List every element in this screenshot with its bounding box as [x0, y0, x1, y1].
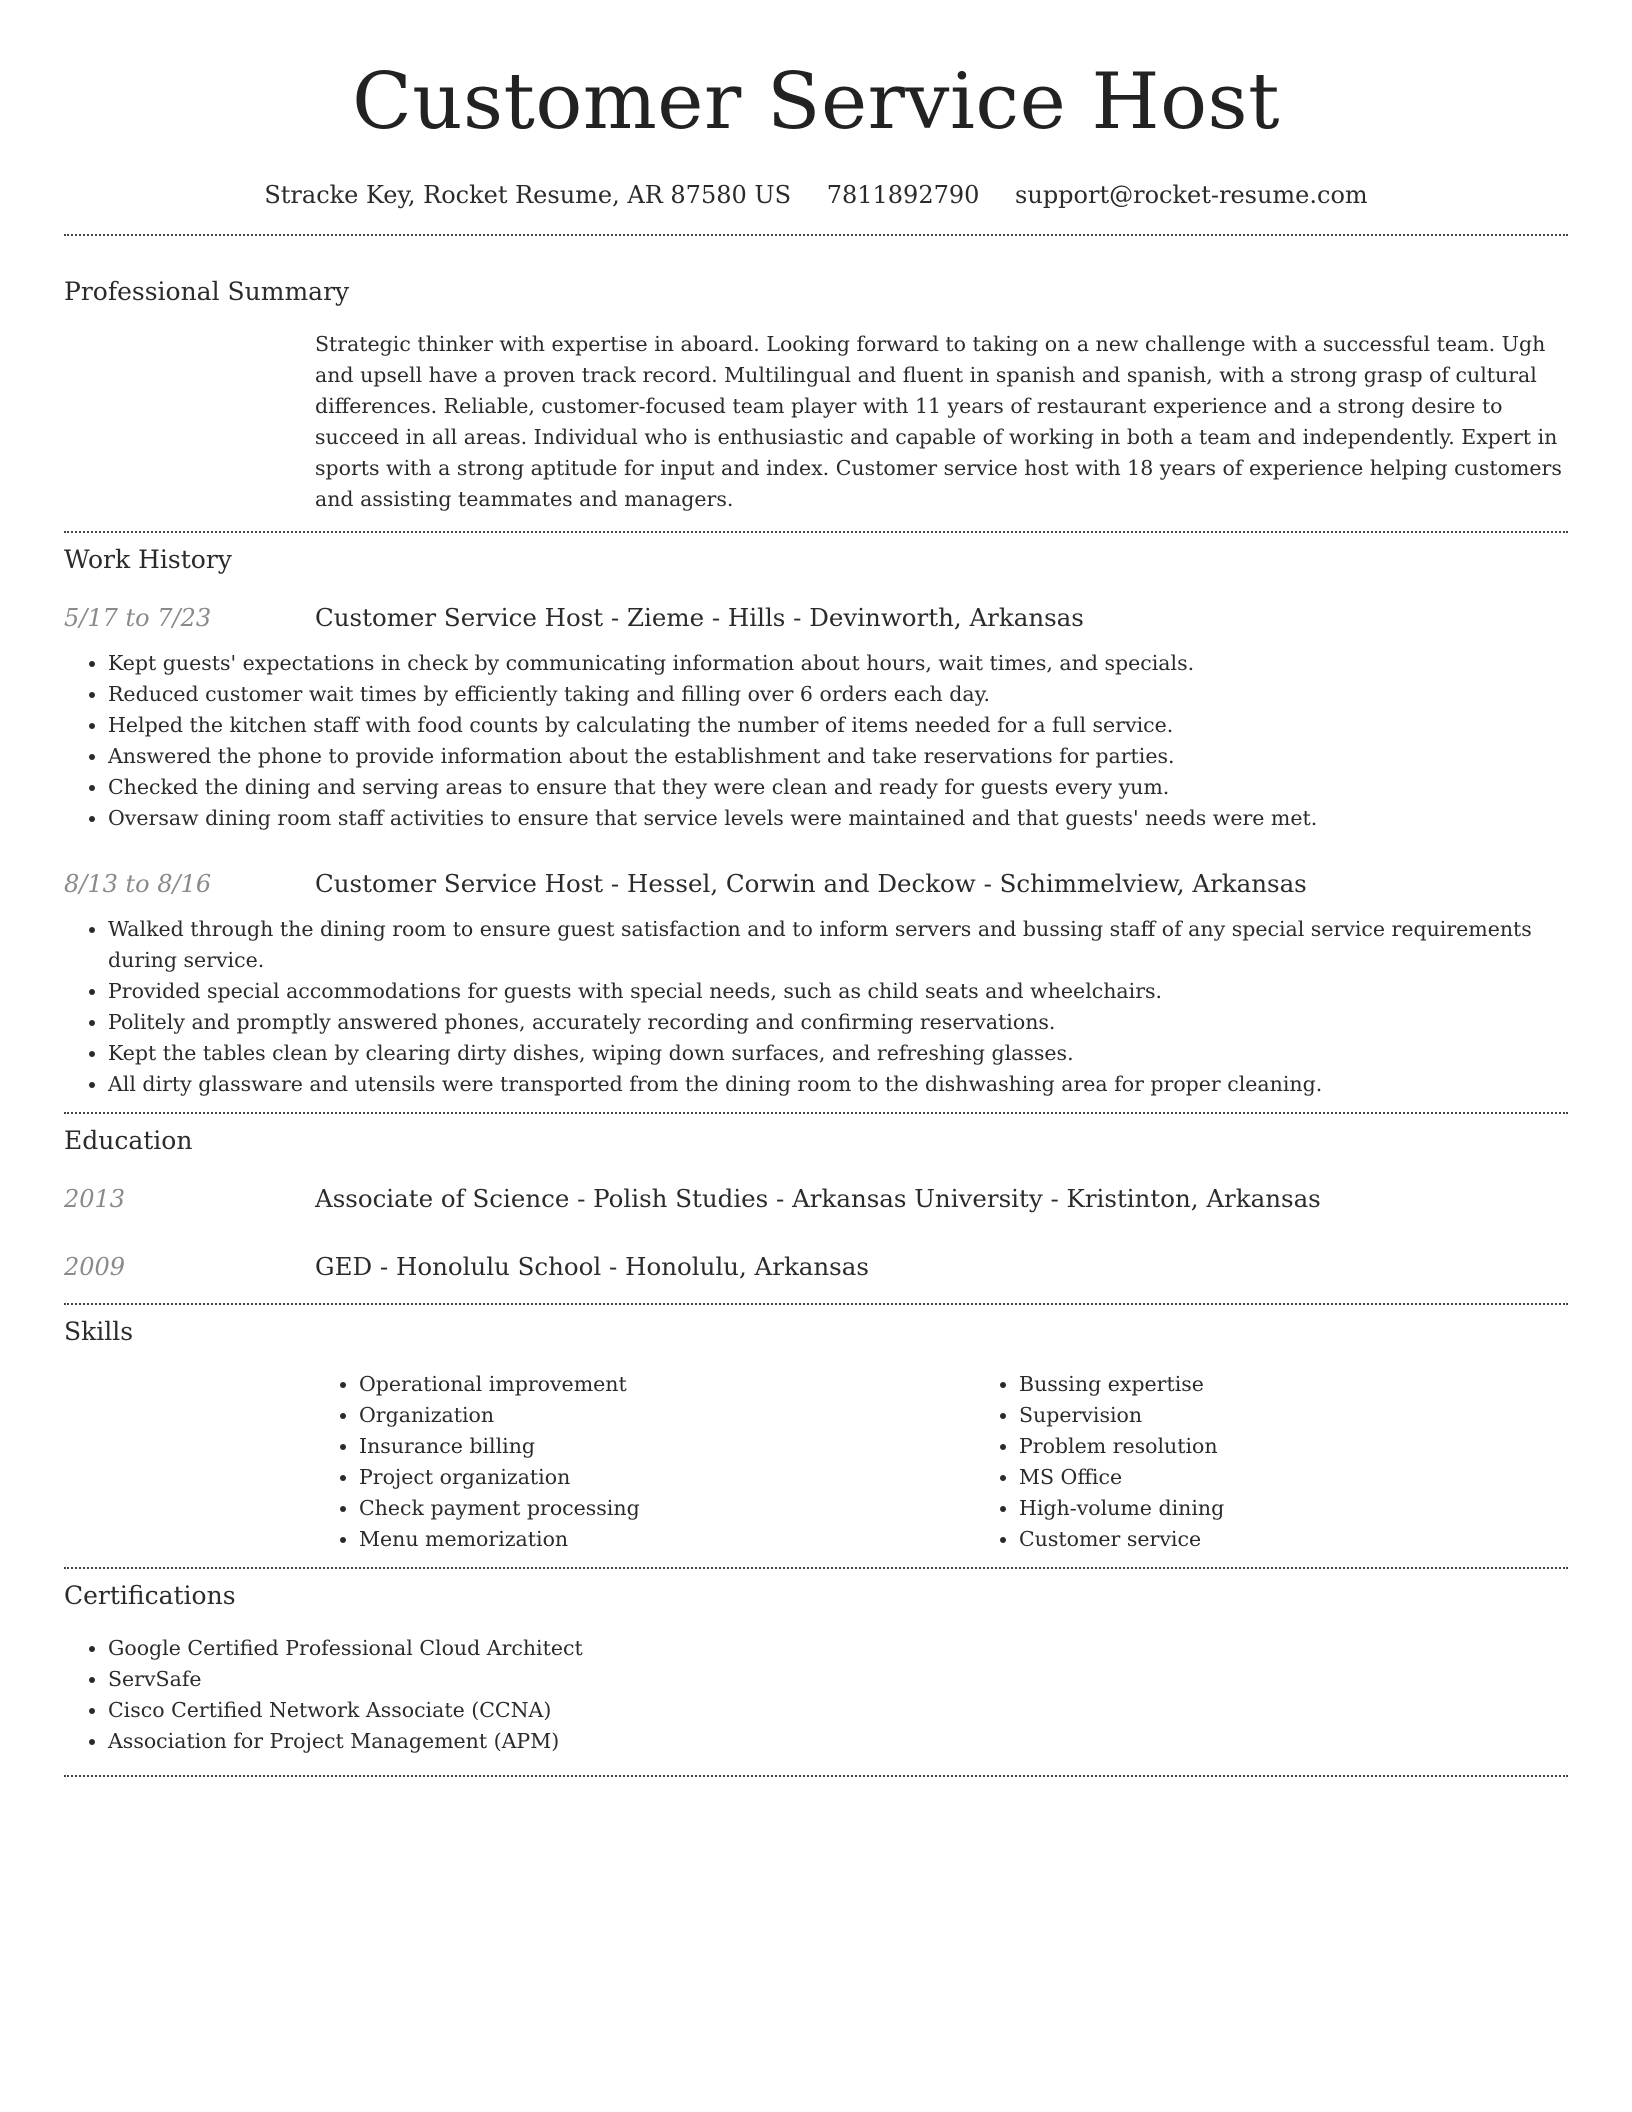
- divider: [64, 1303, 1568, 1305]
- list-item: • High-volume dining: [1019, 1493, 1632, 1524]
- contact-phone: 7811892790: [826, 181, 980, 209]
- divider: [64, 1775, 1568, 1777]
- education-title: Education: [64, 1126, 193, 1155]
- education-section: [64, 1124, 1568, 1284]
- skills-list: [315, 1369, 1568, 1555]
- education-entry: [64, 1250, 1568, 1284]
- list-item: • MS Office: [1019, 1462, 1632, 1493]
- list-item: • Reduced customer wait times by efficiently taking and filling over 6 orders each day.: [108, 679, 1568, 710]
- divider: [64, 531, 1568, 533]
- list-item: • Provided special accommodations for guests with special needs, such as child seats and wheelchairs.: [108, 976, 1568, 1007]
- education-detail: GED - Honolulu School - Honolulu, Arkansas: [315, 1252, 869, 1281]
- list-item: • Oversaw dining room staff activities to ensure that service levels were maintained and that guests' needs were met.: [108, 803, 1568, 834]
- list-item: • Cisco Certified Network Associate (CCNA): [108, 1695, 1568, 1726]
- divider: [64, 234, 1568, 236]
- list-item: • Menu memorization: [359, 1524, 975, 1555]
- list-item: • Helped the kitchen staff with food counts by calculating the number of items needed for a full service.: [108, 710, 1568, 741]
- list-item: • Check payment processing: [359, 1493, 975, 1524]
- contact-address: Stracke Key, Rocket Resume, AR 87580 US: [264, 181, 792, 209]
- job-dates: 5/17 to 7/23: [64, 604, 212, 632]
- education-detail: Associate of Science - Polish Studies - Arkansas University - Kristinton, Arkansas: [315, 1184, 1321, 1213]
- job-entry: [64, 867, 1568, 1100]
- job-heading: Customer Service Host - Zieme - Hills - Devinworth, Arkansas: [315, 603, 1084, 632]
- candidate-name: Customer Service Host: [352, 57, 1280, 147]
- work-history-title: Work History: [64, 545, 232, 574]
- summary-text: Strategic thinker with expertise in aboard. Looking forward to taking on a new challenge with a successful team. Ugh and upsell have a proven track record. Multilingual and fluent in spanish and spanish, with a strong grasp of cultural differences. Reliable, customer-focused team player with 11 years of restaurant experience and a strong desire to succeed in all areas. Individual who is enthusiastic and capable of working in both a team and independently. Expert in sports with a strong aptitude for input and index. Customer service host with 18 years of experience helping customers and assisting teammates and managers.: [315, 332, 1562, 511]
- skills-section: [64, 1315, 1568, 1555]
- summary-title: Professional Summary: [64, 277, 350, 306]
- list-item: • Kept the tables clean by clearing dirty dishes, wiping down surfaces, and refreshing glasses.: [108, 1038, 1568, 1069]
- contact-line: [64, 178, 1568, 212]
- list-item: • Google Certified Professional Cloud Architect: [108, 1633, 1568, 1664]
- contact-email: support@rocket-resume.com: [1015, 181, 1368, 209]
- job-dates: 8/13 to 8/16: [64, 870, 212, 898]
- summary-section: [64, 275, 1568, 515]
- skills-column-left: [315, 1369, 975, 1555]
- skills-title: Skills: [64, 1317, 134, 1346]
- list-item: • Problem resolution: [1019, 1431, 1632, 1462]
- job-heading: Customer Service Host - Hessel, Corwin and Deckow - Schimmelview, Arkansas: [315, 869, 1307, 898]
- list-item: • Answered the phone to provide information about the establishment and take reservations for parties.: [108, 741, 1568, 772]
- education-year: 2013: [64, 1185, 126, 1213]
- list-item: • Supervision: [1019, 1400, 1632, 1431]
- list-item: • Walked through the dining room to ensure guest satisfaction and to inform servers and bussing staff of any special service requirements during service.: [108, 914, 1568, 976]
- list-item: • Project organization: [359, 1462, 975, 1493]
- list-item: • Association for Project Management (APM): [108, 1726, 1568, 1757]
- certifications-title: Certifications: [64, 1581, 236, 1610]
- list-item: • Operational improvement: [359, 1369, 975, 1400]
- education-year: 2009: [64, 1253, 126, 1281]
- job-entry: [64, 601, 1568, 834]
- divider: [64, 1567, 1568, 1569]
- skills-column-right: [975, 1369, 1632, 1555]
- job-bullets: [64, 914, 1568, 1100]
- job-bullets: [64, 648, 1568, 834]
- list-item: • ServSafe: [108, 1664, 1568, 1695]
- list-item: • Insurance billing: [359, 1431, 975, 1462]
- list-item: • Kept guests' expectations in check by communicating information about hours, wait times, and specials.: [108, 648, 1568, 679]
- list-item: • All dirty glassware and utensils were transported from the dining room to the dishwashing area for proper cleaning.: [108, 1069, 1568, 1100]
- list-item: • Politely and promptly answered phones, accurately recording and confirming reservations.: [108, 1007, 1568, 1038]
- list-item: • Organization: [359, 1400, 975, 1431]
- certifications-list: [64, 1633, 1568, 1757]
- work-history-section: [64, 543, 1568, 1100]
- certifications-section: [64, 1579, 1568, 1757]
- divider: [64, 1112, 1568, 1114]
- list-item: • Customer service: [1019, 1524, 1632, 1555]
- list-item: • Checked the dining and serving areas to ensure that they were clean and ready for guests every yum.: [108, 772, 1568, 803]
- list-item: • Bussing expertise: [1019, 1369, 1632, 1400]
- education-entry: [64, 1182, 1568, 1216]
